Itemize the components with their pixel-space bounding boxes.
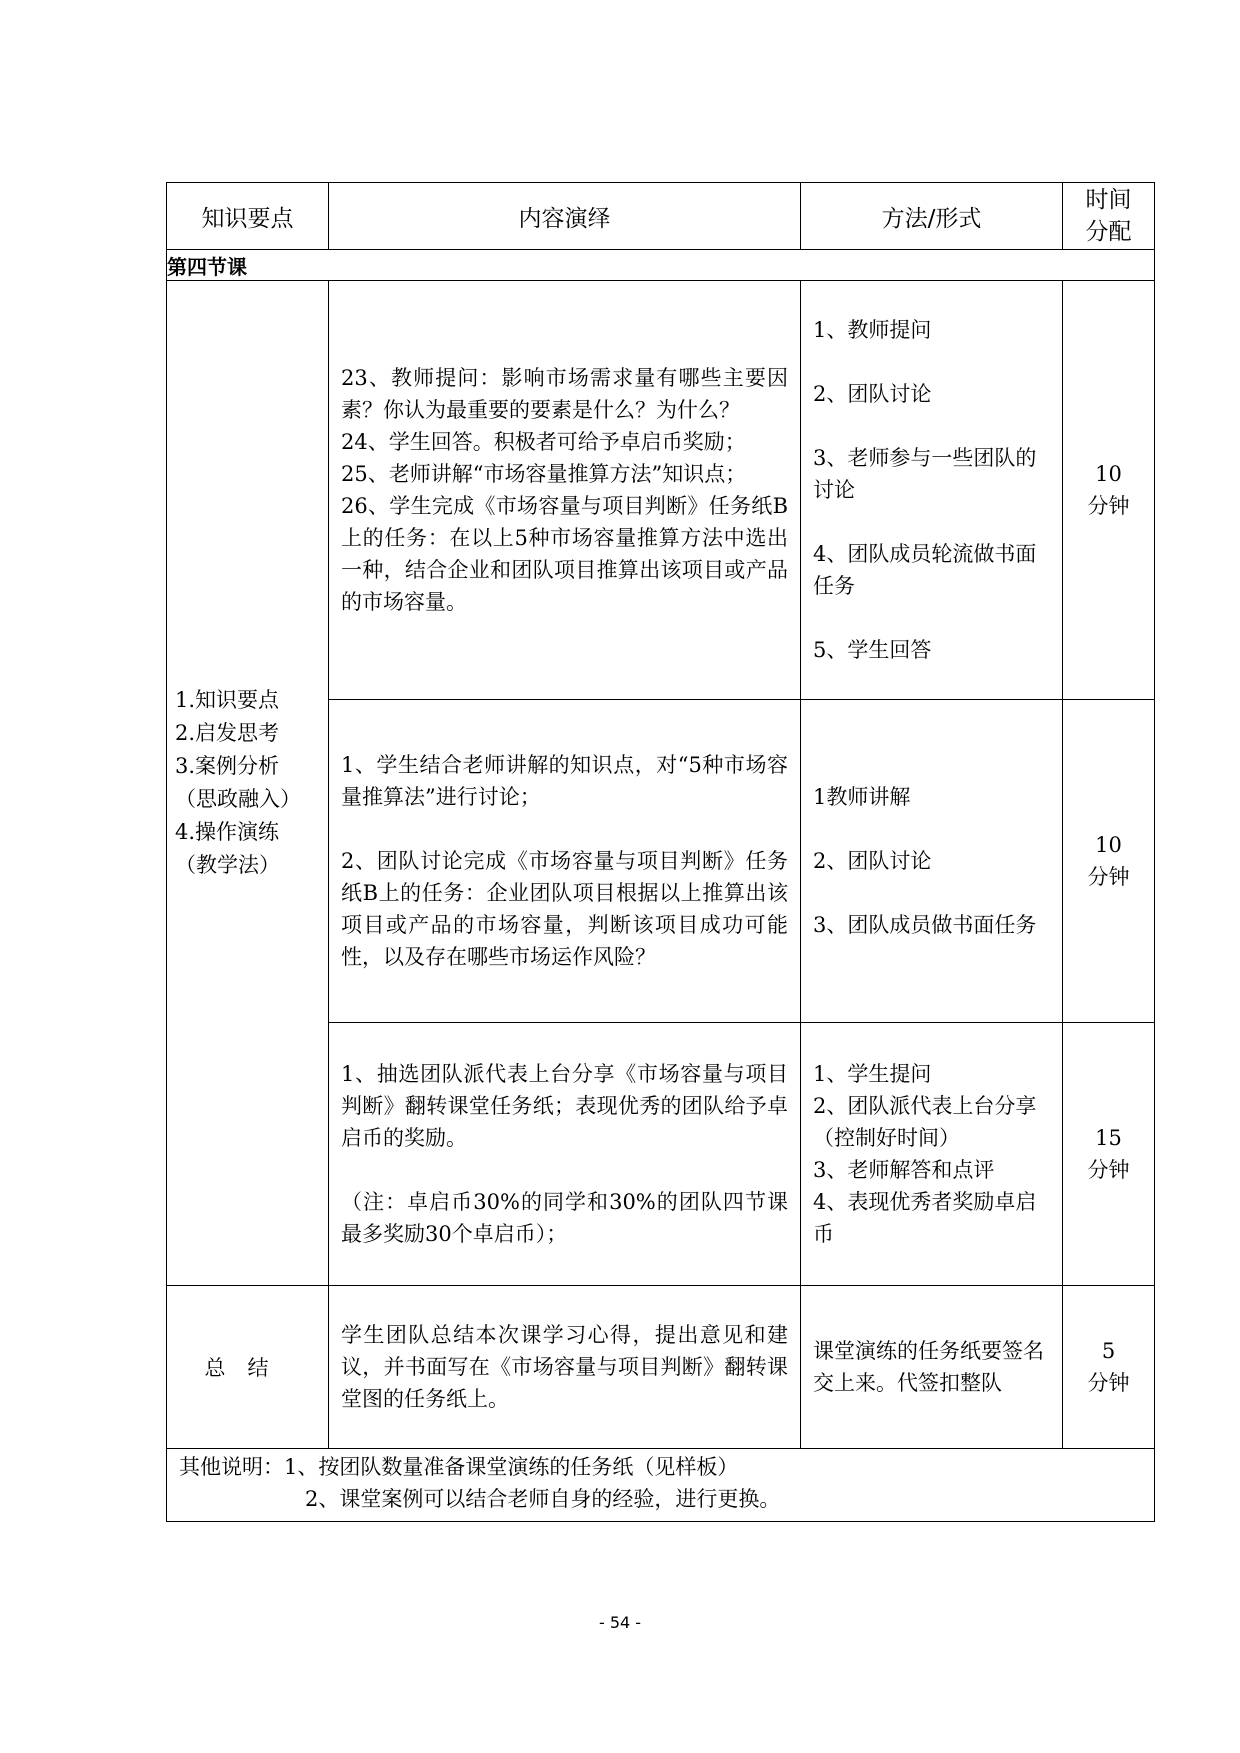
content-item: 26、学生完成《市场容量与项目判断》任务纸B上的任务：在以上5种市场容量推算方法中选出一种，结合企业和团队项目推算出该项目或产品的市场容量。	[341, 494, 788, 614]
notes-row	[167, 1449, 1155, 1522]
content-item: （注：卓启币30%的同学和30%的团队四节课最多奖励30个卓启币）；	[341, 1190, 788, 1246]
time-cell: 15 分钟	[1063, 1023, 1155, 1286]
method-item: 4、表现优秀者奖励卓启币	[813, 1190, 1037, 1246]
method-item: 1、学生提问	[813, 1062, 932, 1086]
content-item: 24、学生回答。积极者可给予卓启币奖励；	[341, 430, 746, 454]
summary-row	[167, 1286, 1155, 1449]
method-item: 3、团队成员做书面任务	[813, 913, 1037, 937]
summary-time: 5 分钟	[1063, 1286, 1155, 1449]
method-cell	[801, 281, 1063, 700]
header-content: 内容演绎	[329, 183, 801, 250]
knowledge-point: 3.案例分析	[175, 754, 280, 778]
method-cell	[801, 700, 1063, 1023]
method-item: 3、老师解答和点评	[813, 1158, 995, 1182]
method-item: 5、学生回答	[813, 638, 932, 662]
knowledge-point: 1.知识要点	[175, 688, 280, 712]
method-item: 2、团队派代表上台分享（控制好时间）	[813, 1094, 1037, 1150]
table-row	[167, 281, 1155, 700]
content-item: 1、抽选团队派代表上台分享《市场容量与项目判断》翻转课堂任务纸；表现优秀的团队给予卓启币的奖励。	[341, 1062, 788, 1150]
knowledge-points-cell	[167, 281, 329, 1286]
summary-method: 课堂演练的任务纸要签名交上来。代签扣整队	[801, 1286, 1063, 1449]
knowledge-point: 2.启发思考	[175, 721, 280, 745]
method-cell	[801, 1023, 1063, 1286]
section-title: 第四节课	[167, 250, 1155, 281]
header-row	[167, 183, 1155, 250]
method-item: 3、老师参与一些团队的讨论	[813, 446, 1037, 502]
lesson-plan-table	[166, 182, 1155, 1522]
content-item: 25、老师讲解“市场容量推算方法”知识点；	[341, 462, 747, 486]
method-item: 4、团队成员轮流做书面任务	[813, 542, 1037, 598]
method-item: 1、教师提问	[813, 318, 932, 342]
content-item: 1、学生结合老师讲解的知识点，对“5种市场容量推算法”进行讨论；	[341, 753, 788, 809]
time-cell: 10 分钟	[1063, 281, 1155, 700]
content-cell	[329, 700, 801, 1023]
notes-line: 其他说明：1、按团队数量准备课堂演练的任务纸（见样板）	[179, 1455, 739, 1479]
method-item: 2、团队讨论	[813, 382, 932, 406]
knowledge-point: （思政融入）	[175, 787, 301, 811]
knowledge-point: 4.操作演练	[175, 820, 280, 844]
content-item: 23、教师提问：影响市场需求量有哪些主要因素？你认为最重要的要素是什么？为什么？	[341, 366, 788, 422]
content-cell	[329, 281, 801, 700]
page-number: - 54 -	[598, 1613, 642, 1632]
time-cell: 10 分钟	[1063, 700, 1155, 1023]
section-row	[167, 250, 1155, 281]
notes-line: 2、课堂案例可以结合老师自身的经验，进行更换。	[305, 1487, 781, 1511]
method-item: 2、团队讨论	[813, 849, 932, 873]
header-method: 方法/形式	[801, 183, 1063, 250]
summary-label: 总结	[167, 1286, 329, 1449]
method-item: 1教师讲解	[813, 785, 911, 809]
content-item: 2、团队讨论完成《市场容量与项目判断》任务纸B上的任务：企业团队项目根据以上推算出该项目或产品的市场容量，判断该项目成功可能性，以及存在哪些市场运作风险？	[341, 849, 788, 969]
content-cell	[329, 1023, 801, 1286]
summary-content: 学生团队总结本次课学习心得，提出意见和建议，并书面写在《市场容量与项目判断》翻转课堂图的任务纸上。	[329, 1286, 801, 1449]
header-time: 时间 分配	[1063, 183, 1155, 250]
knowledge-point: （教学法）	[175, 853, 280, 877]
header-knowledge: 知识要点	[167, 183, 329, 250]
notes-cell	[167, 1449, 1155, 1522]
